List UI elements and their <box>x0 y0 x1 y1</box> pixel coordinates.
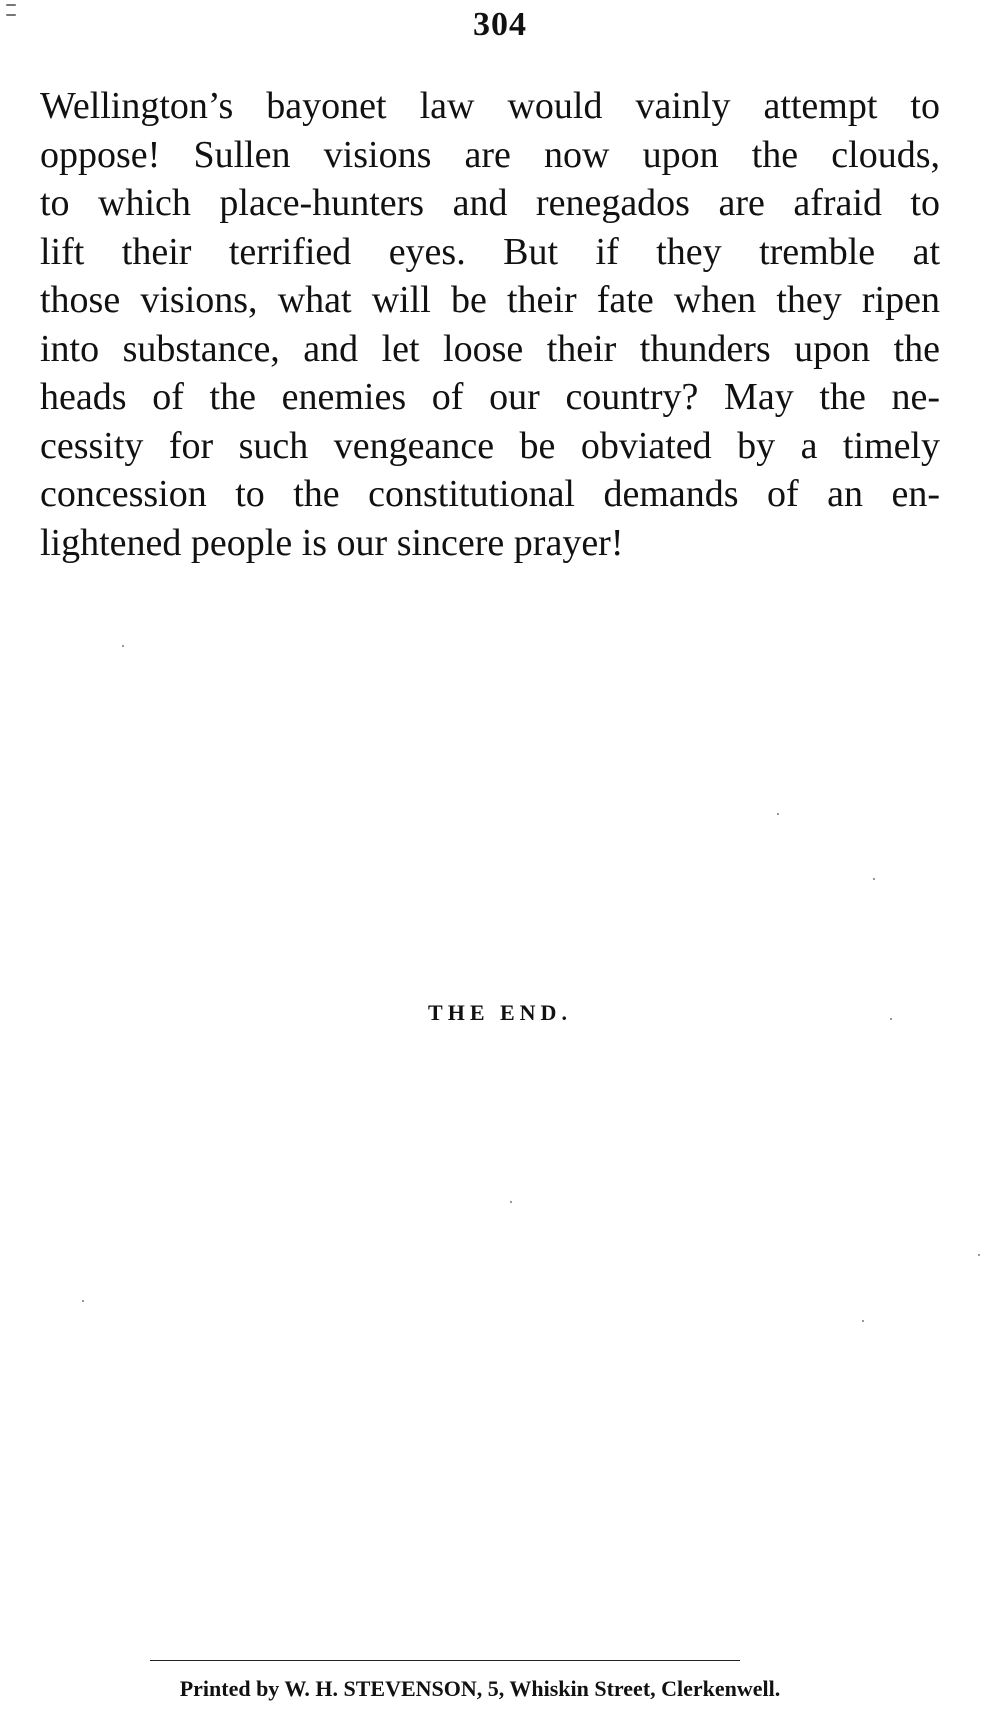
printer-imprint: Printed by W. H. STEVENSON, 5, Whiskin Street, Clerkenwell. <box>179 1676 781 1701</box>
scan-speck <box>978 1254 980 1256</box>
scan-speck <box>6 4 16 6</box>
scan-speck <box>122 645 124 647</box>
scan-speck <box>510 1201 512 1203</box>
text-line: Wellington’s bayonet law would vainly attempt to <box>40 85 940 127</box>
the-end-heading: THE END. <box>428 1000 572 1025</box>
scan-speck <box>862 1320 864 1322</box>
text-line: oppose! Sullen visions are now upon the clouds, <box>40 133 940 176</box>
footer-rule <box>150 1660 740 1661</box>
body-text <box>40 82 940 567</box>
text-line: those visions, what will be their fate when they ripen <box>40 279 940 321</box>
text-line: lightened people is our sincere prayer! <box>40 521 624 564</box>
text-line: into substance, and let loose their thunders upon the <box>40 327 940 370</box>
scan-speck <box>873 878 875 880</box>
text-line: concession to the constitutional demands of an en- <box>40 473 940 515</box>
text-line: lift their terrified eyes. But if they tremble at <box>40 230 940 273</box>
scan-speck <box>6 14 16 16</box>
text-line: to which place-hunters and renegados are afraid to <box>40 182 940 224</box>
scan-speck <box>890 1018 892 1020</box>
scan-speck <box>777 813 779 815</box>
scan-speck <box>82 1300 84 1302</box>
text-line: heads of the enemies of our country? May the ne- <box>40 376 940 418</box>
page-number: 304 <box>473 6 527 43</box>
text-line: cessity for such vengeance be obviated by a timely <box>40 424 940 467</box>
